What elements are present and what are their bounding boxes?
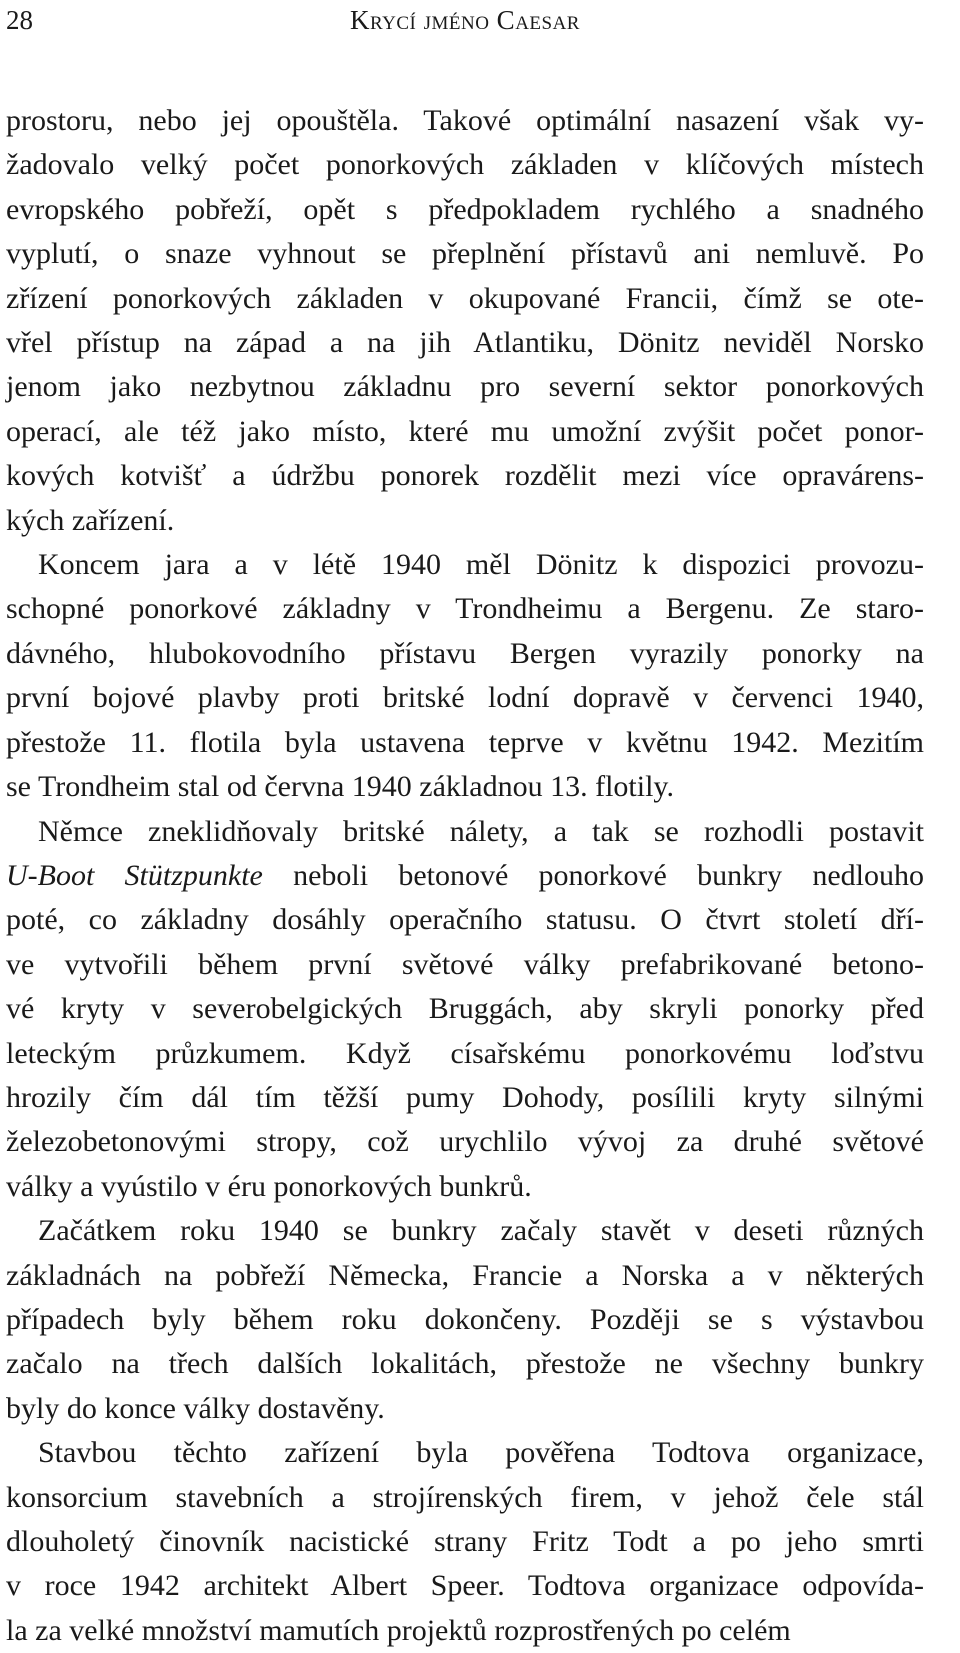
text-line: vé kryty v severobelgických Bruggách, aby skryli ponorky před (6, 992, 924, 1026)
text-line: se Trondheim stal od června 1940 základnou 13. flotily. (6, 770, 674, 804)
text-line: ve vytvořili během první světové války prefabrikované betono- (6, 947, 924, 981)
text-line: konsorcium stavebních a strojírenských firem, v jehož čele stál (6, 1480, 924, 1514)
paragraph (6, 1431, 924, 1653)
text-line: vyplutí, o snaze vyhnout se přeplnění přístavů ani nemluvě. Po (6, 237, 924, 271)
paragraph (6, 543, 924, 809)
paragraph (6, 1209, 924, 1431)
text-line: dávného, hlubokovodního přístavu Bergen vyrazily ponorky na (6, 636, 924, 670)
running-title: Krycí jméno Caesar (350, 5, 580, 35)
text-line: byly do konce války dostavěny. (6, 1391, 385, 1425)
text-line: leteckým průzkumem. Když císařskému ponorkovému loďstvu (6, 1036, 924, 1070)
text-line: železobetonovými stropy, což urychlilo vývoj za druhé světové (6, 1125, 924, 1159)
text-line: evropského pobřeží, opět s předpokladem rychlého a snadného (6, 192, 924, 226)
text-line: případech byly během roku dokončeny. Později se s výstavbou (6, 1302, 924, 1336)
text-line: prostoru, nebo jej opouštěla. Takové optimální nasazení však vy- (6, 104, 924, 137)
text-line: první bojové plavby proti britské lodní dopravě v červenci 1940, (6, 681, 924, 715)
text-line: U-Boot Stützpunkte neboli betonové ponorkové bunkry nedlouho (6, 858, 924, 892)
paragraph (6, 99, 924, 543)
text-line: jenom jako nezbytnou základnu pro severní sektor ponorkových (6, 370, 924, 404)
text-line: Začátkem roku 1940 se bunkry začaly stavět v deseti různých (38, 1214, 924, 1248)
text-line: hrozily čím dál tím těžší pumy Dohody, posílili kryty silnými (6, 1080, 924, 1114)
text-line: schopné ponorkové základny v Trondheimu a Bergenu. Ze staro- (6, 592, 924, 626)
text-line: zřízení ponorkových základen v okupované Francii, čímž se ote- (6, 281, 924, 315)
book-page (6, 0, 924, 1647)
text-line: v roce 1942 architekt Albert Speer. Todtova organizace odpovída- (6, 1569, 924, 1603)
text-line: kých zařízení. (6, 503, 175, 537)
text-line: války a vyústilo v éru ponorkových bunkrů. (6, 1169, 532, 1203)
running-head (6, 4, 924, 44)
text-line: žadovalo velký počet ponorkových základen v klíčových místech (6, 148, 924, 182)
italic-term: U-Boot Stützpunkte (6, 858, 263, 892)
text-line: Stavbou těchto zařízení byla pověřena Todtova organizace, (38, 1436, 924, 1470)
page-number: 28 (6, 5, 33, 35)
text-line: la za velké množství mamutích projektů rozprostřených po celém (6, 1613, 791, 1647)
text-line: vřel přístup na západ a na jih Atlantiku, Dönitz neviděl Norsko (6, 326, 924, 360)
paragraph (6, 810, 924, 1210)
text-line: přestože 11. flotila byla ustavena teprve v květnu 1942. Mezitím (6, 725, 924, 759)
text-line: Němce zneklidňovaly britské nálety, a tak se rozhodli postavit (38, 814, 924, 848)
text-line: dlouholetý činovník nacistické strany Fritz Todt a po jeho smrti (6, 1525, 924, 1558)
text-line: operací, ale též jako místo, které mu umožní zvýšit počet ponor- (6, 414, 924, 448)
text-line: začalo na třech dalších lokalitách, přestože ne všechny bunkry (6, 1347, 924, 1381)
text-line: poté, co základny dosáhly operačního statusu. O čtvrt století dří- (6, 903, 924, 937)
body-text (6, 99, 924, 1653)
text-line: kových kotvišť a údržbu ponorek rozdělit mezi více opravárens- (6, 459, 924, 493)
text-line: základnách na pobřeží Německa, Francie a Norska a v některých (6, 1258, 924, 1292)
text-line: Koncem jara a v létě 1940 měl Dönitz k dispozici provozu- (38, 548, 924, 582)
